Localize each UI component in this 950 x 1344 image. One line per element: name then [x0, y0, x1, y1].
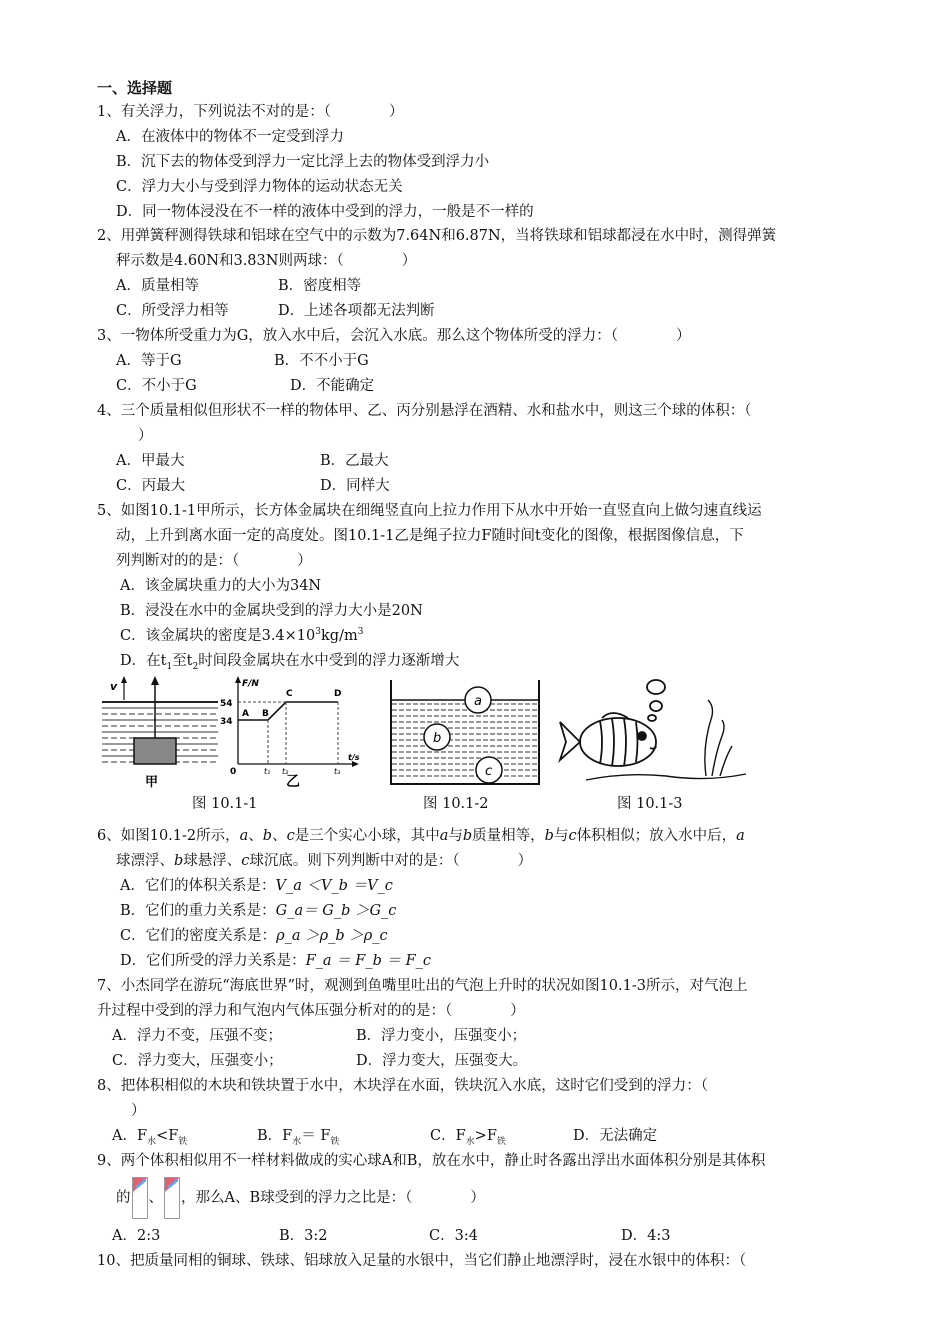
q2-stem-line1: 2、用弹簧秤测得铁球和铝球在空气中的示数为7.64N和6.87N，当将铁球和铝球都浸在水中时，测得弹簧: [97, 228, 777, 244]
q4-option-c: C．丙最大: [116, 478, 186, 494]
q6-option-c: C．它们的密度关系是：ρ_a ＞ρ_b ＞ρ_c: [120, 928, 388, 944]
q8-option-c: C．$F_水>F_铁$: [430, 1128, 506, 1147]
q4-stem-line2: ）: [138, 428, 153, 444]
q2-option-d: D．上述各项都无法判断: [278, 303, 435, 319]
fig-yi-point-b: B: [262, 709, 269, 719]
q3-option-d: D．不能确定: [290, 378, 375, 394]
q7-stem-line2: 升过程中受到的浮力和气泡内气体压强分析对的的是：（ ）: [97, 1003, 525, 1019]
q7-option-c: C．浮力变大，压强变小；: [112, 1053, 283, 1069]
q1-option-b: B．沉下去的物体受到浮力一定比浮上去的物体受到浮力小: [116, 154, 490, 170]
figure-10-1-3: [556, 676, 756, 791]
q5-stem-line1: 5、如图10.1-1甲所示，长方体金属块在细绳竖直向上拉力作用下从水中开始一直竖直向上做匀速直线运: [97, 503, 762, 519]
fig-yi-t2: t₂: [282, 767, 289, 776]
q8-stem-line1: 8、把体积相似的木块和铁块置于水中，木块浮在水面，铁块沉入水底，这时它们受到的浮力：（: [97, 1078, 708, 1094]
q7-option-a: A．浮力不变，压强不变；: [112, 1028, 282, 1044]
fig2-label-a: a: [474, 694, 482, 709]
q4-stem-line1: 4、三个质量相似但形状不一样的物体甲、乙、丙分别悬浮在酒精、水和盐水中，则这三个球的体积：（: [97, 403, 752, 419]
q7-stem-line1: 7、小杰同学在游玩“海底世界”时，观测到鱼嘴里吐出的气泡上升时的状况如图10.1-3所示，对气泡上: [97, 978, 748, 994]
q2-stem-line2: 秤示数是4.60N和3.83N则两球：（ ）: [116, 253, 417, 269]
fig-jia-label: 甲: [145, 775, 159, 790]
figure-10-1-1: [100, 676, 365, 791]
q8-stem-line2: ）: [131, 1103, 146, 1119]
section-title: 一、选择题: [97, 79, 173, 97]
q1-stem: 1、有关浮力，下列说法不对的是：（ ）: [97, 104, 404, 120]
fig-yi-label: 乙: [286, 774, 300, 790]
q9-option-a: A．2:3: [112, 1228, 161, 1244]
q5-option-b: B．浸没在水中的金属块受到的浮力大小是20N: [120, 603, 423, 619]
q4-option-a: A．甲最大: [116, 453, 185, 469]
q8-option-d: D．无法确定: [573, 1128, 658, 1144]
q1-option-d: D．同一物体浸没在不一样的液体中受到的浮力，一般是不一样的: [116, 204, 534, 220]
fig-yi-origin: 0: [230, 767, 237, 777]
q2-option-c: C．所受浮力相等: [116, 303, 229, 319]
q5-stem-line3: 列判断对的的是：（ ）: [116, 553, 312, 569]
q1-option-a: A．在液体中的物体不一定受到浮力: [116, 129, 344, 145]
q8-option-b: B．$F_水= F_铁$: [257, 1128, 340, 1147]
q6-option-d: D．它们所受的浮力关系是：F_a ＝ F_b ＝ F_c: [120, 953, 432, 969]
q9-option-d: D．4:3: [621, 1228, 671, 1244]
fig-yi-axis-f: F/N: [242, 679, 259, 689]
q3-option-a: A．等于G: [116, 353, 182, 369]
fig-yi-tick-34: 34: [220, 717, 233, 727]
fig2-label-b: b: [433, 731, 442, 746]
q2-option-a: A．质量相等: [116, 278, 199, 294]
q9-stem-line2: 的 、 ，那么A、B球受到的浮力之比是：（ ）: [116, 1176, 485, 1220]
fig-jia-water-tank: [102, 676, 218, 764]
q9-stem-line1: 9、两个体积相似用不一样材料做成的实心球A和B，放在水中，静止时各露出浮出水面体积分别是其体积: [97, 1153, 766, 1169]
fig-yi-axis-t: t/s: [348, 753, 360, 762]
fig2-label-c: c: [485, 764, 493, 779]
fig3-caption: 图 10.1-3: [617, 796, 683, 812]
q4-option-b: B．乙最大: [320, 453, 389, 469]
fig-yi-t3: t₃: [334, 767, 341, 776]
q3-option-b: B．不不小于G: [274, 353, 369, 369]
q7-option-d: D．浮力变大，压强变大。: [356, 1053, 528, 1069]
fig-yi-point-a: A: [242, 709, 249, 719]
q3-stem: 3、一物体所受重力为G，放入水中后，会沉入水底。那么这个物体所受的浮力：（ ）: [97, 328, 691, 344]
fig-jia-v-label: v: [110, 680, 118, 693]
q6-stem-line1: 6、如图10.1-2所示，a、b、c是三个实心小球，其中a与b质量相等，b与c体积相似；放入水中后，a: [97, 828, 745, 844]
q5-option-d: D．在$t_1$至$t_2$时间段金属块在水中受到的浮力逐渐增大: [120, 653, 460, 672]
q3-option-c: C．不小于G: [116, 378, 197, 394]
q6-option-a: A．它们的体积关系是：V_a ＜V_b ＝V_c: [120, 878, 393, 894]
q6-option-b: B．它们的重力关系是：G_a＝ G_b ＞G_c: [120, 903, 397, 919]
fig-yi-tick-54: 54: [220, 699, 233, 709]
fig1-caption: 图 10.1-1: [192, 796, 258, 812]
q8-option-a: A．$F_水<F_铁$: [112, 1128, 188, 1147]
fig-yi-point-d: D: [334, 689, 342, 699]
q9-option-c: C．3:4: [429, 1228, 478, 1244]
fig-yi-point-c: C: [286, 689, 293, 699]
q2-option-b: B．密度相等: [278, 278, 362, 294]
q5-option-c: C．该金属块的密度是$3.4\times 10^3kg/m^3$: [120, 627, 364, 644]
fig2-caption: 图 10.1-2: [423, 796, 489, 812]
bubble-icon: [647, 680, 665, 721]
q5-stem-line2: 动，上升到离水面一定的高度处。图10.1-1乙是绳子拉力F随时间t变化的图像，根据图像信息，下: [116, 528, 744, 544]
q1-option-c: C．浮力大小与受到浮力物体的运动状态无关: [116, 179, 403, 195]
fraction-image-icon: [164, 1177, 180, 1219]
q4-option-d: D．同样大: [320, 478, 390, 494]
q10-stem-line1: 10、把质量同相的铜球、铁球、铝球放入足量的水银中，当它们静止地漂浮时，浸在水银中的体积：（: [97, 1253, 747, 1269]
fish-icon: [560, 713, 656, 766]
q9-option-b: B．3:2: [279, 1228, 328, 1244]
fraction-image-icon: [132, 1177, 148, 1219]
fig-yi-t1: t₁: [264, 767, 271, 776]
q7-option-b: B．浮力变小，压强变小；: [356, 1028, 527, 1044]
q5-option-a: A．该金属块重力的大小为34N: [120, 578, 322, 594]
figure-10-1-2: [388, 678, 543, 788]
q6-stem-line2: 球漂浮、b球悬浮、c球沉底。则下列判断中对的是：（ ）: [116, 853, 533, 869]
